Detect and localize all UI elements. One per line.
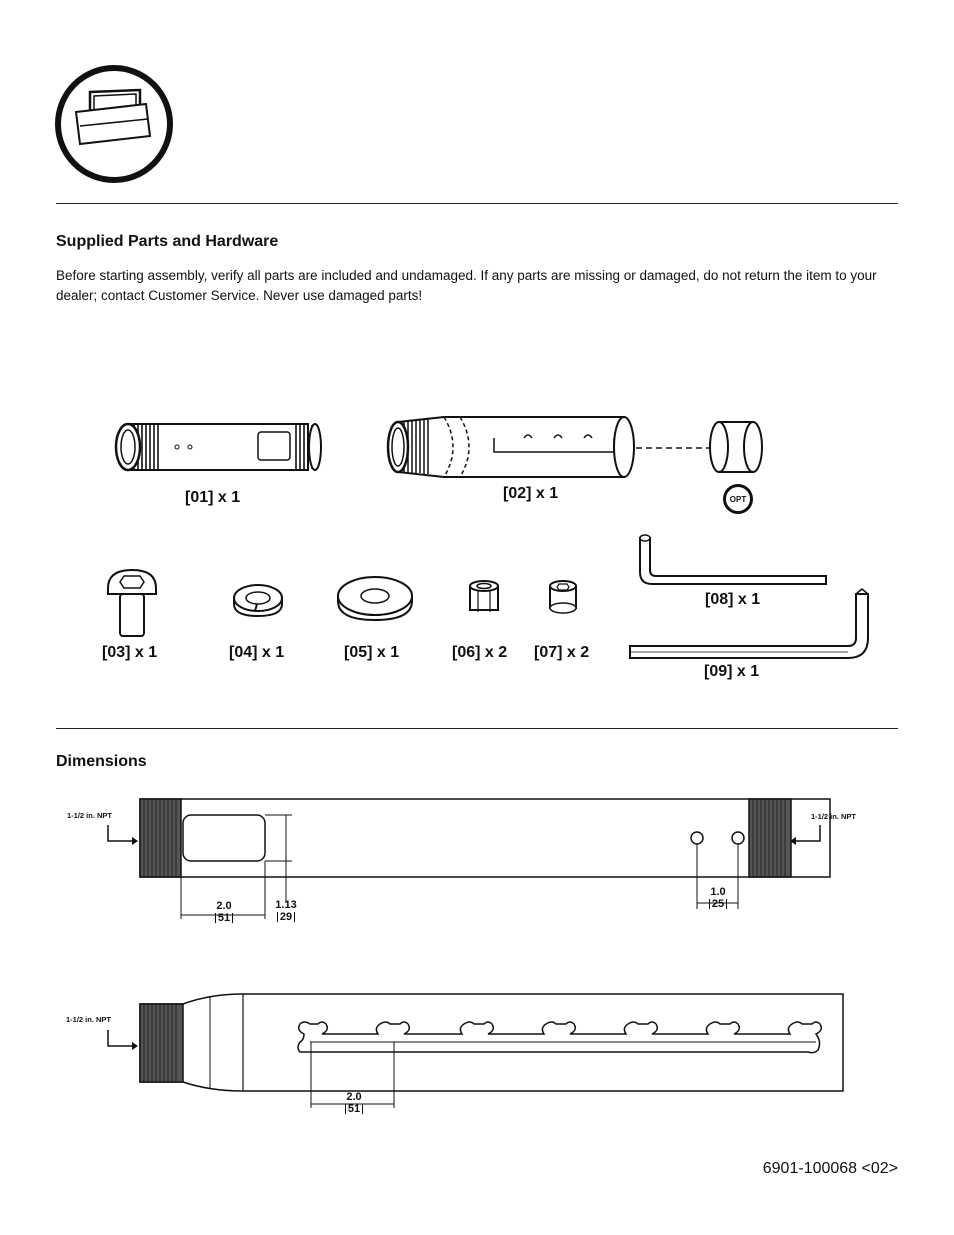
part-09-illustration [626,586,872,666]
document-number: 6901-100068 <02> [762,1160,898,1177]
dimensions-section-title: Dimensions [56,753,147,770]
dimension-slot-length-mm: 51 [215,913,233,923]
dimension-notch-spacing [336,1091,372,1115]
part-08-illustration [634,532,830,592]
dimension-hole-spacing-in: 1.0 [710,886,726,898]
parts-section-title: Supplied Parts and Hardware [56,233,279,250]
npt-label-left-1: 1-1/2 in. NPT [67,811,113,820]
optional-cap-illustration [706,418,764,476]
top-divider [56,203,898,204]
dimension-slot-length [206,900,242,924]
dimension-notch-spacing-mm: 51 [345,1104,363,1114]
part-08-label: [08] x 1 [705,591,761,608]
part-01-illustration [110,418,325,480]
part-03-label: [03] x 1 [102,644,158,661]
part-01-label: [01] x 1 [185,489,241,506]
part-07-label: [07] x 2 [534,644,590,661]
parts-instructions: Before starting assembly, verify all parts are included and undamaged. If any parts are missing or damaged, do not return the item to your dealer; contact Customer Service. Never use damaged parts! [56,268,877,303]
npt-label-right-1: 1-1/2 in. NPT [811,812,857,821]
toolbox-icon [54,64,174,184]
part-04-label: [04] x 1 [229,644,285,661]
opt-badge: OPT [723,484,753,514]
dashed-connector [636,446,714,450]
part-05-illustration [334,574,416,624]
part-07-illustration [546,578,580,616]
part-06-illustration [466,578,502,618]
dimension-slot-height-mm: 29 [277,912,295,922]
dimension-drawing-part-02 [100,990,850,1114]
part-05-label: [05] x 1 [344,644,400,661]
dimension-slot-height [269,899,303,923]
dimension-hole-spacing [700,886,736,910]
npt-label-left-2: 1-1/2 in. NPT [66,1015,112,1024]
dimension-slot-length-in: 2.0 [216,900,232,912]
part-02-illustration [384,414,644,482]
dimension-notch-spacing-in: 2.0 [346,1091,362,1103]
middle-divider [56,728,898,729]
part-06-label: [06] x 2 [452,644,508,661]
part-03-illustration [104,566,160,640]
part-09-label: [09] x 1 [704,663,760,680]
part-04-illustration [230,582,286,618]
dimension-hole-spacing-mm: 25 [709,899,727,909]
dimension-slot-height-in: 1.13 [275,899,297,911]
part-02-label: [02] x 1 [503,485,559,502]
